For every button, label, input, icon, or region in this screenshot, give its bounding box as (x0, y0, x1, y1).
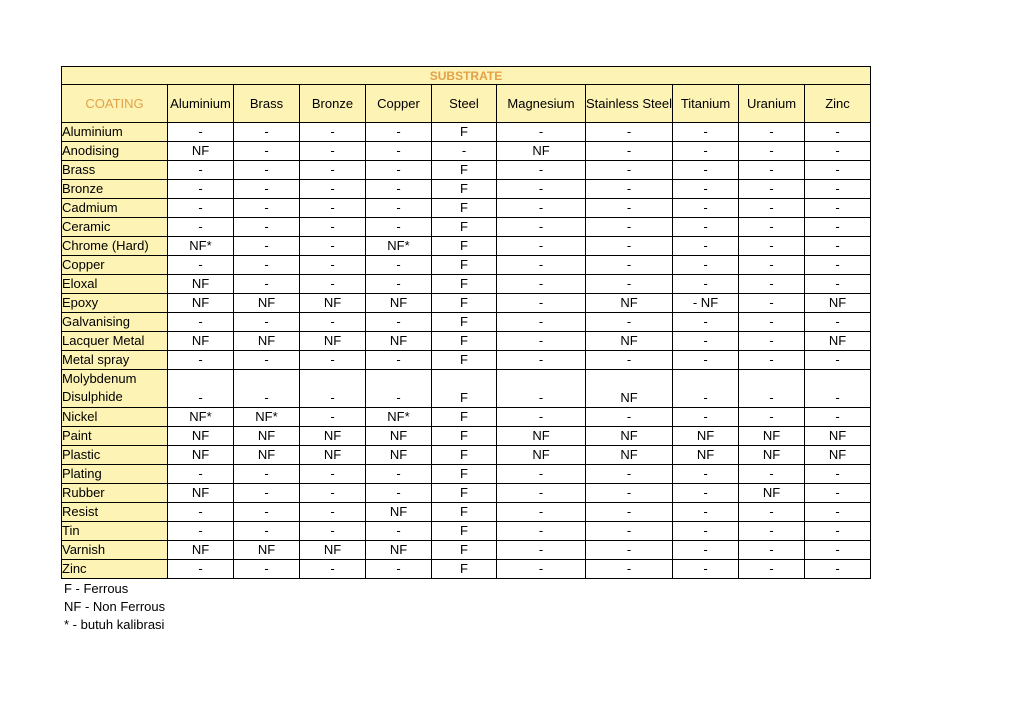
cell-steel: F (432, 123, 497, 142)
cell-magnesium: NF (497, 427, 586, 446)
cell-magnesium: - (497, 275, 586, 294)
cell-zinc: - (805, 123, 871, 142)
cell-zinc: - (805, 313, 871, 332)
cell-stainless-steel: - (586, 199, 673, 218)
coating-name: Molybdenum Disulphide (62, 370, 168, 408)
cell-titanium: - (673, 560, 739, 579)
cell-bronze: - (300, 218, 366, 237)
cell-copper: - (366, 180, 432, 199)
cell-magnesium: NF (497, 446, 586, 465)
cell-uranium: - (739, 332, 805, 351)
cell-titanium: - (673, 218, 739, 237)
cell-stainless-steel: - (586, 256, 673, 275)
cell-bronze: - (300, 123, 366, 142)
cell-aluminium: - (168, 180, 234, 199)
cell-aluminium: - (168, 123, 234, 142)
cell-steel: F (432, 503, 497, 522)
table-row-plating (62, 465, 871, 484)
cell-titanium: - (673, 465, 739, 484)
cell-steel: F (432, 541, 497, 560)
column-header-zinc: Zinc (805, 85, 871, 123)
cell-brass: NF (234, 541, 300, 560)
cell-aluminium: - (168, 351, 234, 370)
cell-titanium: - NF (673, 294, 739, 313)
cell-titanium: - (673, 275, 739, 294)
legend-ferrous: F - Ferrous (64, 581, 129, 596)
cell-steel: F (432, 218, 497, 237)
cell-bronze: - (300, 503, 366, 522)
cell-titanium: - (673, 522, 739, 541)
cell-copper: NF* (366, 237, 432, 256)
cell-brass: - (234, 142, 300, 161)
cell-copper: - (366, 522, 432, 541)
cell-stainless-steel: - (586, 161, 673, 180)
cell-magnesium: - (497, 256, 586, 275)
coating-name: Rubber (62, 484, 168, 503)
cell-brass: - (234, 161, 300, 180)
cell-magnesium: - (497, 503, 586, 522)
table-row-nickel (62, 408, 871, 427)
cell-steel: F (432, 275, 497, 294)
cell-titanium: - (673, 180, 739, 199)
cell-titanium: - (673, 541, 739, 560)
cell-copper: - (366, 351, 432, 370)
cell-magnesium: - (497, 351, 586, 370)
cell-titanium: - (673, 332, 739, 351)
cell-steel: F (432, 484, 497, 503)
cell-uranium: NF (739, 484, 805, 503)
cell-aluminium: NF (168, 294, 234, 313)
cell-stainless-steel: - (586, 465, 673, 484)
cell-aluminium: NF (168, 427, 234, 446)
cell-bronze: - (300, 351, 366, 370)
coating-name: Bronze (62, 180, 168, 199)
cell-steel: F (432, 180, 497, 199)
legend (64, 580, 165, 634)
cell-uranium: - (739, 503, 805, 522)
header-row (62, 85, 871, 123)
cell-brass: - (234, 370, 300, 408)
cell-copper: - (366, 560, 432, 579)
cell-bronze: - (300, 484, 366, 503)
cell-titanium: - (673, 256, 739, 275)
cell-copper: - (366, 218, 432, 237)
cell-magnesium: - (497, 237, 586, 256)
cell-zinc: NF (805, 446, 871, 465)
table-row-resist (62, 503, 871, 522)
cell-bronze: - (300, 199, 366, 218)
cell-zinc: - (805, 275, 871, 294)
table-row-aluminium (62, 123, 871, 142)
table-body (62, 123, 871, 579)
cell-brass: - (234, 275, 300, 294)
cell-zinc: - (805, 218, 871, 237)
cell-zinc: - (805, 503, 871, 522)
cell-aluminium: - (168, 256, 234, 275)
cell-copper: - (366, 370, 432, 408)
coating-name: Resist (62, 503, 168, 522)
cell-zinc: - (805, 370, 871, 408)
column-header-brass: Brass (234, 85, 300, 123)
cell-zinc: - (805, 560, 871, 579)
cell-steel: F (432, 465, 497, 484)
legend-non-ferrous: NF - Non Ferrous (64, 599, 166, 614)
coating-name: Copper (62, 256, 168, 275)
cell-magnesium: - (497, 484, 586, 503)
cell-zinc: - (805, 465, 871, 484)
table-row-metal-spray (62, 351, 871, 370)
cell-uranium: - (739, 199, 805, 218)
cell-steel: F (432, 294, 497, 313)
cell-brass: - (234, 484, 300, 503)
coating-name: Epoxy (62, 294, 168, 313)
cell-aluminium: NF (168, 142, 234, 161)
column-header-copper: Copper (366, 85, 432, 123)
cell-uranium: - (739, 237, 805, 256)
cell-aluminium: NF (168, 446, 234, 465)
cell-copper: - (366, 256, 432, 275)
coating-name: Tin (62, 522, 168, 541)
table-row-plastic (62, 446, 871, 465)
cell-bronze: - (300, 408, 366, 427)
table-row-paint (62, 427, 871, 446)
cell-magnesium: - (497, 408, 586, 427)
cell-uranium: - (739, 275, 805, 294)
cell-titanium: - (673, 503, 739, 522)
cell-stainless-steel: NF (586, 294, 673, 313)
table-row-molybdenum-disulphide (62, 370, 871, 408)
cell-aluminium: NF (168, 484, 234, 503)
cell-steel: F (432, 313, 497, 332)
cell-uranium: - (739, 465, 805, 484)
cell-steel: F (432, 199, 497, 218)
cell-steel: F (432, 370, 497, 408)
coating-name: Metal spray (62, 351, 168, 370)
cell-brass: - (234, 180, 300, 199)
cell-magnesium: - (497, 218, 586, 237)
cell-copper: - (366, 275, 432, 294)
column-header-titanium: Titanium (673, 85, 739, 123)
coating-name: Plastic (62, 446, 168, 465)
cell-bronze: - (300, 142, 366, 161)
cell-magnesium: - (497, 161, 586, 180)
column-header-steel: Steel (432, 85, 497, 123)
cell-copper: - (366, 123, 432, 142)
coating-name: Galvanising (62, 313, 168, 332)
cell-steel: F (432, 446, 497, 465)
table-row-epoxy (62, 294, 871, 313)
cell-stainless-steel: - (586, 351, 673, 370)
column-header-stainless-steel: Stainless Steel (586, 85, 673, 123)
cell-zinc: - (805, 180, 871, 199)
coating-name: Varnish (62, 541, 168, 560)
cell-copper: NF (366, 294, 432, 313)
cell-zinc: NF (805, 332, 871, 351)
cell-bronze: - (300, 180, 366, 199)
cell-steel: F (432, 237, 497, 256)
cell-steel: F (432, 408, 497, 427)
cell-uranium: - (739, 218, 805, 237)
cell-stainless-steel: NF (586, 446, 673, 465)
cell-aluminium: - (168, 503, 234, 522)
cell-brass: NF* (234, 408, 300, 427)
cell-bronze: - (300, 256, 366, 275)
cell-steel: F (432, 560, 497, 579)
cell-bronze: NF (300, 541, 366, 560)
cell-uranium: NF (739, 446, 805, 465)
cell-uranium: - (739, 294, 805, 313)
cell-stainless-steel: - (586, 237, 673, 256)
cell-stainless-steel: NF (586, 332, 673, 351)
cell-stainless-steel: - (586, 541, 673, 560)
cell-titanium: NF (673, 446, 739, 465)
cell-magnesium: - (497, 332, 586, 351)
cell-zinc: NF (805, 427, 871, 446)
cell-bronze: - (300, 161, 366, 180)
cell-aluminium: NF (168, 541, 234, 560)
cell-titanium: NF (673, 427, 739, 446)
cell-steel: F (432, 161, 497, 180)
cell-zinc: - (805, 142, 871, 161)
cell-copper: NF (366, 503, 432, 522)
table-row-anodising (62, 142, 871, 161)
coating-name: Anodising (62, 142, 168, 161)
cell-titanium: - (673, 199, 739, 218)
cell-zinc: NF (805, 294, 871, 313)
cell-bronze: - (300, 313, 366, 332)
cell-titanium: - (673, 351, 739, 370)
cell-magnesium: - (497, 123, 586, 142)
cell-copper: NF* (366, 408, 432, 427)
cell-copper: NF (366, 427, 432, 446)
cell-uranium: - (739, 313, 805, 332)
coating-name: Ceramic (62, 218, 168, 237)
coating-name: Eloxal (62, 275, 168, 294)
cell-steel: F (432, 351, 497, 370)
cell-bronze: NF (300, 427, 366, 446)
table-row-bronze (62, 180, 871, 199)
cell-steel: F (432, 522, 497, 541)
cell-magnesium: NF (497, 142, 586, 161)
table-row-copper (62, 256, 871, 275)
cell-titanium: - (673, 142, 739, 161)
cell-magnesium: - (497, 313, 586, 332)
cell-brass: NF (234, 446, 300, 465)
cell-titanium: - (673, 313, 739, 332)
cell-copper: - (366, 142, 432, 161)
cell-aluminium: - (168, 161, 234, 180)
coating-name: Lacquer Metal (62, 332, 168, 351)
cell-magnesium: - (497, 541, 586, 560)
column-header-uranium: Uranium (739, 85, 805, 123)
cell-zinc: - (805, 199, 871, 218)
cell-aluminium: - (168, 465, 234, 484)
cell-copper: NF (366, 541, 432, 560)
cell-aluminium: NF (168, 275, 234, 294)
coating-name: Paint (62, 427, 168, 446)
cell-bronze: - (300, 560, 366, 579)
cell-zinc: - (805, 256, 871, 275)
cell-stainless-steel: - (586, 522, 673, 541)
cell-stainless-steel: - (586, 180, 673, 199)
cell-aluminium: - (168, 522, 234, 541)
cell-magnesium: - (497, 180, 586, 199)
cell-brass: - (234, 560, 300, 579)
cell-copper: NF (366, 332, 432, 351)
column-header-aluminium: Aluminium (168, 85, 234, 123)
cell-brass: - (234, 522, 300, 541)
cell-zinc: - (805, 484, 871, 503)
cell-stainless-steel: - (586, 123, 673, 142)
cell-titanium: - (673, 408, 739, 427)
coating-name: Aluminium (62, 123, 168, 142)
cell-copper: - (366, 484, 432, 503)
coating-header: COATING (62, 85, 168, 123)
cell-stainless-steel: - (586, 275, 673, 294)
cell-bronze: - (300, 370, 366, 408)
table-row-ceramic (62, 218, 871, 237)
cell-titanium: - (673, 161, 739, 180)
cell-copper: - (366, 161, 432, 180)
cell-aluminium: - (168, 199, 234, 218)
cell-titanium: - (673, 123, 739, 142)
cell-uranium: - (739, 256, 805, 275)
cell-steel: F (432, 256, 497, 275)
cell-brass: - (234, 313, 300, 332)
cell-bronze: NF (300, 332, 366, 351)
coating-name: Zinc (62, 560, 168, 579)
cell-stainless-steel: - (586, 142, 673, 161)
cell-magnesium: - (497, 294, 586, 313)
cell-stainless-steel: - (586, 313, 673, 332)
cell-steel: F (432, 427, 497, 446)
cell-bronze: NF (300, 446, 366, 465)
cell-zinc: - (805, 351, 871, 370)
coating-name: Brass (62, 161, 168, 180)
table-row-lacquer-metal (62, 332, 871, 351)
cell-uranium: - (739, 161, 805, 180)
cell-brass: - (234, 199, 300, 218)
cell-titanium: - (673, 484, 739, 503)
cell-uranium: NF (739, 427, 805, 446)
cell-brass: - (234, 256, 300, 275)
cell-uranium: - (739, 522, 805, 541)
cell-uranium: - (739, 560, 805, 579)
cell-aluminium: - (168, 313, 234, 332)
cell-aluminium: - (168, 560, 234, 579)
cell-zinc: - (805, 408, 871, 427)
cell-bronze: - (300, 275, 366, 294)
cell-brass: - (234, 465, 300, 484)
cell-bronze: - (300, 465, 366, 484)
cell-zinc: - (805, 522, 871, 541)
table-row-varnish (62, 541, 871, 560)
cell-uranium: - (739, 123, 805, 142)
substrate-title: SUBSTRATE (62, 67, 871, 85)
cell-bronze: - (300, 522, 366, 541)
cell-stainless-steel: - (586, 560, 673, 579)
cell-brass: NF (234, 294, 300, 313)
cell-bronze: - (300, 237, 366, 256)
table-row-eloxal (62, 275, 871, 294)
coating-name: Cadmium (62, 199, 168, 218)
coating-substrate-table (61, 66, 871, 579)
cell-copper: - (366, 199, 432, 218)
cell-brass: - (234, 503, 300, 522)
cell-magnesium: - (497, 560, 586, 579)
cell-stainless-steel: - (586, 218, 673, 237)
cell-magnesium: - (497, 465, 586, 484)
cell-magnesium: - (497, 522, 586, 541)
table-row-brass (62, 161, 871, 180)
cell-aluminium: - (168, 218, 234, 237)
cell-copper: - (366, 313, 432, 332)
cell-bronze: NF (300, 294, 366, 313)
cell-uranium: - (739, 541, 805, 560)
cell-titanium: - (673, 237, 739, 256)
table-row-cadmium (62, 199, 871, 218)
cell-stainless-steel: - (586, 484, 673, 503)
column-header-bronze: Bronze (300, 85, 366, 123)
cell-zinc: - (805, 237, 871, 256)
cell-zinc: - (805, 161, 871, 180)
cell-brass: - (234, 218, 300, 237)
cell-titanium: - (673, 370, 739, 408)
substrate-title-row (62, 67, 871, 85)
column-header-magnesium: Magnesium (497, 85, 586, 123)
cell-brass: - (234, 123, 300, 142)
table-row-rubber (62, 484, 871, 503)
cell-aluminium: NF* (168, 237, 234, 256)
cell-magnesium: - (497, 370, 586, 408)
cell-copper: - (366, 465, 432, 484)
coating-name: Nickel (62, 408, 168, 427)
table-row-chrome-hard (62, 237, 871, 256)
cell-zinc: - (805, 541, 871, 560)
cell-uranium: - (739, 408, 805, 427)
cell-brass: NF (234, 427, 300, 446)
table-row-galvanising (62, 313, 871, 332)
coating-name: Plating (62, 465, 168, 484)
cell-uranium: - (739, 180, 805, 199)
table-row-zinc (62, 560, 871, 579)
cell-stainless-steel: NF (586, 427, 673, 446)
cell-aluminium: NF (168, 332, 234, 351)
cell-uranium: - (739, 370, 805, 408)
cell-brass: - (234, 351, 300, 370)
table-row-tin (62, 522, 871, 541)
cell-stainless-steel: - (586, 408, 673, 427)
cell-stainless-steel: NF (586, 370, 673, 408)
legend-calibration-note: * - butuh kalibrasi (64, 617, 165, 632)
cell-uranium: - (739, 351, 805, 370)
cell-steel: F (432, 332, 497, 351)
cell-brass: NF (234, 332, 300, 351)
cell-aluminium: - (168, 370, 234, 408)
cell-magnesium: - (497, 199, 586, 218)
cell-aluminium: NF* (168, 408, 234, 427)
cell-uranium: - (739, 142, 805, 161)
cell-stainless-steel: - (586, 503, 673, 522)
cell-copper: NF (366, 446, 432, 465)
cell-brass: - (234, 237, 300, 256)
cell-steel: - (432, 142, 497, 161)
coating-name: Chrome (Hard) (62, 237, 168, 256)
